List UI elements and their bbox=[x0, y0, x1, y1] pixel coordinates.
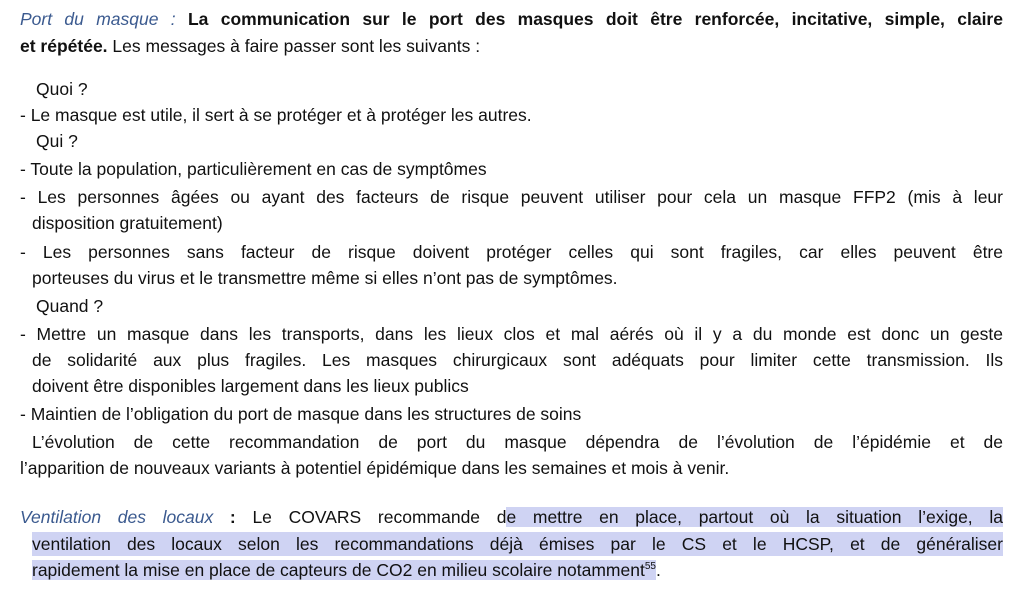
bullet-sans-facteur-line-2: porteuses du virus et le transmettre même si elles n’ont pas de symptômes. bbox=[32, 268, 618, 288]
bullet-personnes-agees-line-1: - Les personnes âgées ou ayant des facteurs de risque peuvent utiliser pour cela un masque FFP2 (mis à leur bbox=[20, 187, 1003, 207]
evolution-line-1: L’évolution de cette recommandation de port du masque dépendra de l’évolution de l’épidémie et de bbox=[32, 432, 1003, 452]
ventilation-colon: : bbox=[213, 507, 253, 527]
bullet-transports-line-3: doivent être disponibles largement dans les lieux publics bbox=[32, 376, 469, 396]
bullet-toute-population: - Toute la population, particulièrement en cas de symptômes bbox=[20, 159, 487, 179]
ventilation-line-1 bbox=[20, 505, 1003, 529]
bullet-personnes-agees-line-2: disposition gratuitement) bbox=[32, 213, 223, 233]
ventilation-text-plain: Le COVARS recommande d bbox=[252, 507, 507, 527]
ventilation-line-3-text: rapidement la mise en place de capteurs de CO2 en milieu scolaire notamment bbox=[32, 560, 645, 580]
ventilation-line-3-highlight bbox=[32, 560, 656, 580]
bullet-sans-facteur-line-1: - Les personnes sans facteur de risque doivent protéger celles qui sont fragiles, car elles peuvent être bbox=[20, 242, 1003, 262]
ventilation-label: Ventilation des locaux bbox=[20, 507, 214, 527]
masque-lead-rest: Les messages à faire passer sont les suivants : bbox=[107, 36, 481, 56]
evolution-line-2: l’apparition de nouveaux variants à potentiel épidémique dans les semaines et mois à venir. bbox=[20, 458, 730, 478]
ventilation-line-3-end: . bbox=[655, 560, 661, 580]
masque-heading-line bbox=[20, 7, 1003, 31]
masque-lead-bold-2: et répétée. bbox=[20, 36, 108, 56]
masque-label: Port du masque : bbox=[20, 9, 176, 29]
bullet-transports-line-1: - Mettre un masque dans les transports, dans les lieux clos et mal aérés où il y a du monde est donc un geste bbox=[20, 324, 1003, 344]
ventilation-line-2-highlight: ventilation des locaux selon les recommandations déjà émises par le CS et le HCSP, et de généraliser bbox=[32, 534, 1003, 554]
ventilation-line-3 bbox=[32, 558, 661, 582]
footnote-marker[interactable]: 55 bbox=[644, 561, 656, 572]
bullet-structures-soins: - Maintien de l’obligation du port de masque dans les structures de soins bbox=[20, 404, 582, 424]
subheading-qui: Qui ? bbox=[36, 131, 78, 151]
subheading-quoi: Quoi ? bbox=[36, 79, 88, 99]
masque-lead-line-2 bbox=[20, 34, 480, 58]
ventilation-text-highlight-1: e mettre en place, partout où la situation l’exige, la bbox=[506, 507, 1003, 527]
masque-lead-bold-1: La communication sur le port des masques doit être renforcée, incitative, simple, claire bbox=[187, 9, 1003, 29]
subheading-quand: Quand ? bbox=[36, 296, 104, 316]
bullet-transports-line-2: de solidarité aux plus fragiles. Les masques chirurgicaux sont adéquats pour limiter cette transmission. Ils bbox=[32, 350, 1003, 370]
bullet-masque-utile: - Le masque est utile, il sert à se protéger et à protéger les autres. bbox=[20, 105, 532, 125]
